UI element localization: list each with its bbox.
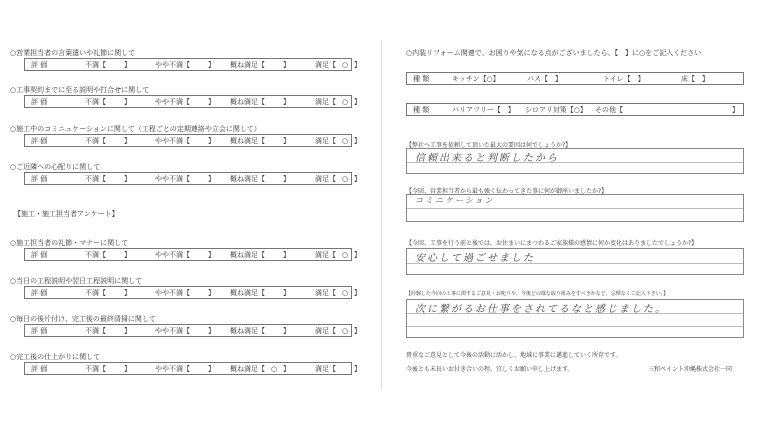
option-label: 満足【 xyxy=(315,326,336,335)
option-label: 不満【 xyxy=(85,174,106,183)
rating-option-gaine[interactable] xyxy=(230,174,290,184)
rating-option-yaya[interactable] xyxy=(155,97,215,107)
rating-option-manzoku[interactable] xyxy=(315,97,361,107)
bracket: 】 xyxy=(354,326,361,335)
rating-option-yaya[interactable] xyxy=(155,174,215,184)
rating-option-fuman[interactable] xyxy=(85,136,131,146)
reform-row-1 xyxy=(406,72,744,85)
option-label: 概ね満足【 xyxy=(230,288,265,297)
q2-label: 【今回、営業担当者から最も強く伝わってきた事に何が御座いましたか?】 xyxy=(406,188,608,195)
mark: ○ xyxy=(573,105,580,114)
bracket: 】 xyxy=(208,250,215,259)
reform-row-2: 種 類 バリアフリー【 】 シロアリ対策【○】 その他【 】 xyxy=(406,103,744,116)
rating-row xyxy=(24,248,361,261)
option-label: トイレ【 xyxy=(603,74,631,83)
q4-answer: 次に繋がるお仕事をされてるなと感じました。 xyxy=(415,304,667,315)
bracket: 】 xyxy=(354,364,361,373)
rating-label: 評 価 xyxy=(31,250,48,259)
option-label: 満足【 xyxy=(315,174,336,183)
q4-label: 【経験した今回の工事に関するご意見・お叱りや、今後どの様な取り組みをすべきかなど、忌憚なくご記入下さい。】 xyxy=(406,291,669,297)
question-label: ○毎日の後片付け、完工後の最終清掃に関して xyxy=(10,315,156,323)
selection-mark: ○ xyxy=(341,136,349,145)
rating-option-manzoku[interactable] xyxy=(315,364,361,374)
bracket: 】 xyxy=(354,288,361,297)
bracket: 】 xyxy=(283,60,290,69)
option-label: 概ね満足【 xyxy=(230,136,265,145)
selection-mark: ○ xyxy=(270,364,278,373)
option-label: やや不満【 xyxy=(155,250,190,259)
rating-option-manzoku[interactable] xyxy=(315,174,361,184)
bracket: 】 xyxy=(208,364,215,373)
rating-label: 評 価 xyxy=(31,97,48,106)
rating-row xyxy=(24,286,361,299)
rating-label: 評 価 xyxy=(31,364,48,373)
rating-label: 評 価 xyxy=(31,174,48,183)
rating-option-gaine[interactable] xyxy=(230,250,290,260)
option-label: 概ね満足【 xyxy=(230,174,265,183)
footer-line-2: 今後とも末長いお付き合いの程、宜しくお願い申し上げます。 xyxy=(406,366,574,373)
option-kitchen[interactable]: キッチン【○】 xyxy=(452,74,500,83)
option-termite[interactable]: シロアリ対策【○】 xyxy=(525,105,587,114)
footer-line-1: 貴重なご意見として今後の活動に活かし、地域に事業に邁進していく所存です。 xyxy=(406,352,622,359)
rating-label: 評 価 xyxy=(31,60,48,69)
option-label: 不満【 xyxy=(85,326,106,335)
q3-label: 【今回、工事を行う前と後では、お住まいにまつわるご家族様の感情に何か変化はありましたでしょうか?】 xyxy=(406,240,698,247)
selection-mark: ○ xyxy=(341,97,349,106)
question-label: ○施工担当者の礼節・マナーに関して xyxy=(10,239,129,247)
option-label: 不満【 xyxy=(85,364,106,373)
row-label: 種 類 xyxy=(413,105,430,114)
bracket: 】 xyxy=(354,250,361,259)
rating-row xyxy=(24,58,361,71)
rating-label: 評 価 xyxy=(31,288,48,297)
rating-option-yaya[interactable] xyxy=(155,60,215,70)
option-label: 概ね満足【 xyxy=(230,364,265,373)
reform-question: ○内装リフォーム関連で、お困りや気になる点がございましたら、【 】に○をご記入ください xyxy=(406,49,702,57)
bracket: 】 xyxy=(283,364,290,373)
option-label: 概ね満足【 xyxy=(230,60,265,69)
option-label: やや不満【 xyxy=(155,364,190,373)
bracket: 】 xyxy=(208,326,215,335)
rating-option-gaine[interactable] xyxy=(230,136,290,146)
q1-label: 【弊社へ工事を依頼して頂いた最大の要因は何でしょうか?】 xyxy=(406,142,572,149)
option-other[interactable] xyxy=(595,105,623,115)
bracket: 】 xyxy=(283,326,290,335)
option-label: シロアリ対策【 xyxy=(525,105,574,114)
option-label: キッチン【 xyxy=(452,74,487,83)
option-toilet[interactable]: トイレ【 】 xyxy=(603,74,645,83)
q1-answer-box[interactable] xyxy=(406,148,744,174)
selection-mark: ○ xyxy=(341,250,349,259)
rating-option-manzoku[interactable] xyxy=(315,288,361,298)
rating-option-fuman[interactable] xyxy=(85,288,131,298)
option-label: 不満【 xyxy=(85,60,106,69)
option-label: やや不満【 xyxy=(155,288,190,297)
rating-row xyxy=(24,172,361,185)
bracket: 】 xyxy=(283,288,290,297)
mark: ○ xyxy=(486,74,493,83)
option-label: 床【 xyxy=(681,74,695,83)
rating-row xyxy=(24,362,361,375)
rating-option-yaya[interactable] xyxy=(155,250,215,260)
rating-option-yaya[interactable] xyxy=(155,288,215,298)
rating-option-fuman[interactable] xyxy=(85,326,131,336)
bracket: 】 xyxy=(124,364,131,373)
rating-option-manzoku[interactable] xyxy=(315,136,361,146)
bracket: 】 xyxy=(283,250,290,259)
option-label: 満足【 xyxy=(315,136,336,145)
bracket: 】 xyxy=(208,136,215,145)
bracket: 】 xyxy=(354,136,361,145)
bracket: 】 xyxy=(283,174,290,183)
option-label: 満足【 xyxy=(315,60,336,69)
bracket: 】 xyxy=(124,136,131,145)
rating-option-fuman[interactable] xyxy=(85,174,131,184)
option-label: 概ね満足【 xyxy=(230,250,265,259)
section-header: 【施工・施工担当者アンケート】 xyxy=(14,210,119,218)
company-signature: 三和ペイント沖縄株式会社一同 xyxy=(648,366,733,373)
q3-answer-box[interactable] xyxy=(406,248,744,275)
rating-label: 評 価 xyxy=(31,326,48,335)
rating-option-fuman[interactable] xyxy=(85,60,131,70)
q1-answer: 信頼出来ると判断したから xyxy=(415,153,559,164)
rating-option-gaine[interactable] xyxy=(230,97,290,107)
question-label: ○工事契約までに至る説明や打合せに関して xyxy=(10,86,150,94)
option-label: やや不満【 xyxy=(155,174,190,183)
rating-option-fuman[interactable] xyxy=(85,250,131,260)
rating-option-manzoku[interactable] xyxy=(315,250,361,260)
q2-answer-box[interactable] xyxy=(406,194,744,222)
option-label: 満足【 xyxy=(315,364,336,373)
rating-option-manzoku[interactable] xyxy=(315,60,361,70)
rating-row xyxy=(24,134,361,147)
selection-mark: ○ xyxy=(341,60,349,69)
rating-option-yaya[interactable] xyxy=(155,364,215,374)
option-label: 不満【 xyxy=(85,97,106,106)
bracket: 】 xyxy=(354,174,361,183)
page-divider xyxy=(381,40,382,390)
option-label: 不満【 xyxy=(85,288,106,297)
option-label: 不満【 xyxy=(85,250,106,259)
bracket: 】 xyxy=(124,250,131,259)
rating-option-manzoku[interactable] xyxy=(315,326,361,336)
option-label: バス【 xyxy=(527,74,548,83)
bracket: 】 xyxy=(283,97,290,106)
option-label: やや不満【 xyxy=(155,60,190,69)
q2-answer: コミニケーション xyxy=(415,196,495,205)
selection-mark: ○ xyxy=(341,174,349,183)
option-label: やや不満【 xyxy=(155,326,190,335)
rating-option-yaya[interactable] xyxy=(155,136,215,146)
bracket: 】 xyxy=(208,60,215,69)
rating-option-gaine[interactable] xyxy=(230,326,290,336)
bracket: 】 xyxy=(283,136,290,145)
rating-row xyxy=(24,324,361,337)
bracket: 】 xyxy=(124,174,131,183)
rating-option-fuman[interactable] xyxy=(85,364,131,374)
rating-option-yaya[interactable] xyxy=(155,326,215,336)
option-label: バリアフリー【 xyxy=(452,105,501,114)
rating-option-gaine[interactable] xyxy=(230,288,290,298)
bracket: 】 xyxy=(354,97,361,106)
bracket: 】 xyxy=(124,97,131,106)
question-label: ○施工中のコミニュケーションに関して（工程ごとの定期連絡や立会に関して） xyxy=(10,125,261,133)
bracket: 】 xyxy=(124,288,131,297)
option-label: やや不満【 xyxy=(155,97,190,106)
option-label: その他【 xyxy=(595,105,623,114)
rating-row xyxy=(24,95,361,108)
option-label: やや不満【 xyxy=(155,136,190,145)
selection-mark: ○ xyxy=(341,326,349,335)
bracket: 】 xyxy=(124,60,131,69)
q3-answer: 安心して過ごせました xyxy=(415,253,535,264)
rating-option-gaine[interactable] xyxy=(230,60,290,70)
option-bath[interactable]: バス【 】 xyxy=(527,74,562,83)
rating-label: 評 価 xyxy=(31,136,48,145)
question-label: ○営業担当者の言葉遣いや礼節に関して xyxy=(10,49,136,57)
question-label: ○ご近隣への心配りに関して xyxy=(10,163,101,171)
selection-mark: ○ xyxy=(341,288,349,297)
row-label: 種 類 xyxy=(413,74,430,83)
bracket: 】 xyxy=(208,97,215,106)
bracket: 】 xyxy=(124,326,131,335)
option-barrier-free[interactable]: バリアフリー【 】 xyxy=(452,105,515,114)
option-label: 概ね満足【 xyxy=(230,326,265,335)
bracket: 】 xyxy=(354,60,361,69)
option-label: 満足【 xyxy=(315,250,336,259)
q4-answer-box[interactable] xyxy=(406,299,744,338)
bracket: 】 xyxy=(208,288,215,297)
question-label: ○完工後の仕上がりに関して xyxy=(10,353,101,361)
rating-option-fuman[interactable] xyxy=(85,97,131,107)
rating-option-gaine[interactable] xyxy=(230,364,290,374)
bracket: 】 xyxy=(208,174,215,183)
option-label: 不満【 xyxy=(85,136,106,145)
option-label: 満足【 xyxy=(315,97,336,106)
question-label: ○当日の工程説明や翌日工程説明に関して xyxy=(10,277,143,285)
option-floor[interactable]: 床【 】 xyxy=(681,74,709,83)
option-label: 概ね満足【 xyxy=(230,97,265,106)
option-label: 満足【 xyxy=(315,288,336,297)
